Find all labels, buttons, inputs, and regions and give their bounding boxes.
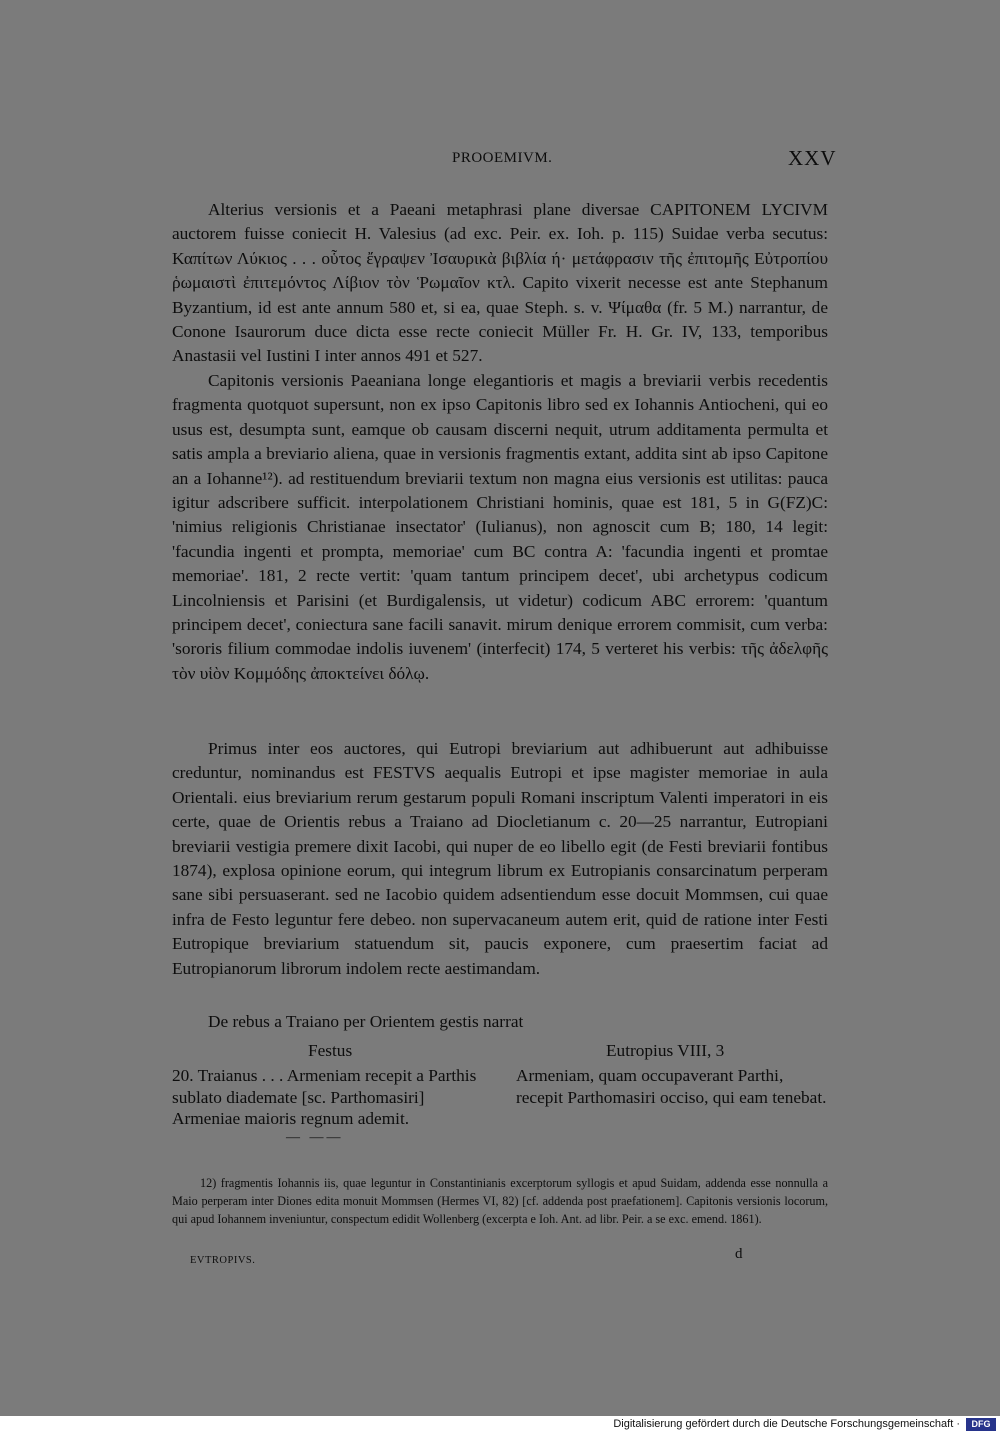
footnote-12: 12) fragmentis Iohannis iis, quae leguntur in Constantinianis excerptorum syllogis et apud Suidam, addenda esse nonnulla a Maio perperam inter Diones edita monuit Mommsen (Hermes VI, 82) [cf. addenda post praefationem]. Capitonis versionis locorum, qui apud Iohannem inveniuntur, conspectum edidit Wollenberg (excerpta e Ioh. Ant. ad libr. Peir. a se exc. emend. 1861). — [172, 1176, 828, 1226]
paragraph-capito-fragments: Capitonis versionis Paeaniana longe elegantioris et magis a breviarii verbis recedentis fragmenta quotquot supersunt, non ex ipso Capitonis libro sed ex Iohannis Antiocheni, qui eo usus est, desumpta sunt, eamque ob causam discerni nequit, utrum additamenta permulta et satis ampla a breviario aliena, quae in versionis fragmentis extant, addita sint ab ipso Capitone an a Iohanne¹²). ad restituendum breviarii textum non magna eius versionis est utilitas: pauca igitur adscribere sufficit. interpolationem Christiani hominis, quae est 181, 5 in G(FZ)C: 'nimius religionis Christianae insectator' (Iulianus), non agnoscit cum B; 180, 14 legit: 'facundia ingenti et prompta, memoriae' cum BC contra A: 'facundia ingenti et promtae memoriae'. 181, 2 recte vertit: 'quam tantum principem decet', ubi archetypus codicum Lincolniensis et Parisini (et Burdigalensis, ut videtur) codicum ABC errorem: 'quantum principem decet', coniectura sane facili sanavit. mirum denique errorem commisit, cum verba: 'sororis filium commodae indolis iuvenem' (interfecit) 174, 5 verteret his verbis: τῆς ἀδελφῆς τὸν υἱὸν Κομμόδης ἀποκτείνει δόλῳ. — [172, 371, 828, 683]
column-text-festus: 20. Traianus . . . Armeniam recepit a Parthis sublato diademate [sc. Parthomasiri] Armeniae maioris regnum ademit. — [172, 1066, 477, 1128]
signature-mark: EVTROPIVS. — [190, 1255, 256, 1266]
digitization-footer — [0, 1416, 1000, 1434]
section-separator: — —— — [286, 1130, 344, 1145]
dfg-logo-icon: DFG — [966, 1418, 996, 1431]
paragraph-capito: Alterius versionis et a Paeani metaphrasi plane diversae CAPITONEM LYCIVM auctorem fuisse coniecit H. Valesius (ad exc. Peir. ex. Ioh. p. 115) Suidae verba secutus: Καπίτων Λύκιος . . . οὗτος ἔγραψεν Ἰσαυρικὰ βιβλία ή· μετάφρασιν τῆς ἐπιτομῆς Εὐτροπίου ῥωμαιστὶ ἐπιτεμόντος Λίβιον τὸν Ῥωμαῖον κτλ. Capito vixerit necesse est ante Stephanum Byzantium, id est ante annum 580 et, si ea, quae Steph. s. v. Ψίμαθα (fr. 5 M.) narrantur, de Conone Isaurorum duce dicta esse recte coniecit Müller Fr. H. Gr. IV, 133, temporibus Anastasii vel Iustini I inter annos 491 et 527. — [172, 200, 828, 366]
column-heading-festus: Festus — [308, 1041, 353, 1060]
column-heading-eutropius: Eutropius VIII, 3 — [606, 1041, 725, 1060]
running-head-title: PROOEMIVM. — [452, 150, 553, 166]
column-text-eutropius: Armeniam, quam occupaverant Parthi, recepit Parthomasiri occiso, qui eam tenebat. — [516, 1066, 827, 1107]
sheet-letter: d — [735, 1246, 743, 1262]
digitization-credit: Digitalisierung gefördert durch die Deutsche Forschungsgemeinschaft · — [613, 1418, 960, 1430]
page-number: XXV — [788, 146, 837, 170]
comparison-intro: De rebus a Traiano per Orientem gestis narrat — [208, 1012, 524, 1031]
paragraph-festus: Primus inter eos auctores, qui Eutropi breviarium aut adhibuerunt aut adhibuisse creduntur, nominandus est FESTVS aequalis Eutropi et ipse magister memoriae in aula Orientali. eius breviarium rerum gestarum populi Romani inscriptum Valenti imperatori in eis certe, quae de Orientis rebus a Traiano ad Diocletianum c. 20—25 narrantur, Eutropiani breviarii vestigia premere dixit Iacobi, qui nuper de eo libello egit (de Festi breviarii fontibus 1874), explosa opinione eorum, qui integrum librum ex Eutropianis consarcinatum perperam sane sibi persuaserant. sed ne Iacobio quidem adsentiendum esse docuit Mommsen, cui quae infra de Festo leguntur fere debeo. non supervacaneum autem erit, quid de ratione inter Festi Eutropique breviarium statuendum sit, paucis exponere, cum praesertim faciat ad Eutropianorum librorum indolem recte aestimandam. — [172, 739, 828, 978]
